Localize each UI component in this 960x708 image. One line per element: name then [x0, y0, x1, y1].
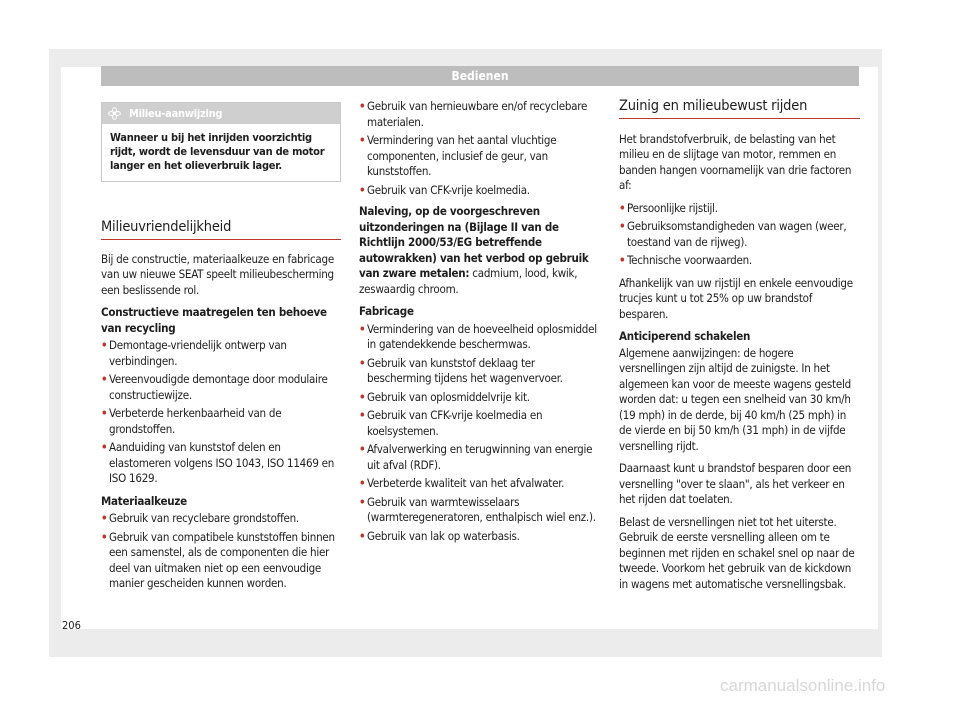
- list-item: • Gebruik van lak op waterbasis.: [359, 528, 520, 543]
- column-2: [359, 99, 599, 547]
- bullet-icon: •: [359, 99, 366, 113]
- section-title-zuinig-rijden: Zuinig en milieubewust rijden: [619, 99, 860, 119]
- note-title: Milieu-aanwijzing: [129, 106, 223, 120]
- list-item: • Gebruik van warmtewisselaars (warmteregeneratoren, enthalpisch wiel enz.).: [359, 494, 596, 524]
- note-text: Wanneer u bij het inrijden voorzichtig rijdt, wordt de levensduur van de motor langer en het olieverbruik lager.: [110, 131, 325, 172]
- bullet-icon: •: [101, 511, 108, 525]
- list-item: • Aanduiding van kunststof delen en elastomeren volgens ISO 1043, ISO 11469 en ISO 1629.: [101, 440, 335, 485]
- subheading-materiaalkeuze: Materiaalkeuze: [101, 493, 187, 508]
- list-item: • Gebruik van CFK-vrije koelmedia en koelsystemen.: [359, 408, 543, 438]
- bullet-icon: •: [359, 133, 366, 147]
- watermark: carmanualsonline.info: [720, 676, 886, 695]
- list-item: • Demontage-vriendelijk ontwerp van verbindingen.: [101, 338, 287, 368]
- list-item: • Vermindering van het aantal vluchtige componenten, inclusief de geur, van kunststoffen.: [359, 133, 557, 178]
- list-item: • Gebruik van kunststof deklaag ter bescherming tijdens het wagenvervoer.: [359, 355, 563, 385]
- section2-paragraph-2: Algemene aanwijzingen: de hogere versnellingen zijn altijd de zuinigste. In het algemeen kan voor de meeste wagens gesteld worden dat: u tegen een snelheid van 30 km/h (19 mph) in de derde, bij 40 km/h (25 mph) in de vierde en bij 50 km/h (31 mph) in de vijfde versnelling rijdt.: [619, 345, 851, 453]
- bullet-icon: •: [359, 494, 366, 509]
- column-3: [619, 99, 860, 599]
- list-item: • Verbeterde herkenbaarheid van de grondstoffen.: [101, 406, 282, 436]
- bullet-icon: •: [359, 476, 366, 490]
- bullet-icon: •: [619, 200, 626, 215]
- bullet-icon: •: [359, 182, 366, 197]
- list-item: • Gebruik van oplosmiddelvrije kit.: [359, 389, 530, 404]
- list-item: • Gebruik van compatibele kunststoffen binnen een samenstel, als de componenten die hier deel van uitmaken niet op een eenvoudige manier gescheiden kunnen worden.: [101, 529, 335, 590]
- list-item: • Persoonlijke rijstijl.: [619, 200, 718, 215]
- directive-paragraph: [359, 204, 599, 297]
- list-item: • Gebruik van hernieuwbare en/of recyclebare materialen.: [359, 99, 588, 129]
- bullet-icon: •: [359, 355, 366, 370]
- bullet-icon: •: [359, 321, 366, 336]
- section1-intro: Bij de constructie, materiaalkeuze en fabricage van uw nieuwe SEAT speelt milieubescherming een beslissende rol.: [101, 251, 334, 297]
- bullet-icon: •: [101, 529, 108, 544]
- directive-bold: Naleving, op de voorgeschreven uitzonderingen na (Bijlage II van de Richtlijn 2000/53/EG betreffende autowrakken) van het verbod op gebruik van zware metalen:: [359, 204, 589, 280]
- list-item: • Gebruik van CFK-vrije koelmedia.: [359, 182, 530, 197]
- bullet-icon: •: [101, 440, 108, 454]
- subheading-recycling: Constructieve maatregelen ten behoeve van recycling: [101, 305, 327, 335]
- list-item: • Vereenvoudigde demontage door modulaire constructiewijze.: [101, 372, 328, 402]
- list-item: • Vermindering van de hoeveelheid oplosmiddel in gatendekkende beschermwas.: [359, 321, 597, 351]
- bullet-icon: •: [101, 406, 108, 420]
- directive-rest: cadmium, lood, kwik, zeswaardig chroom.: [359, 266, 578, 296]
- list-item: • Technische voorwaarden.: [619, 253, 752, 267]
- bullet-icon: •: [359, 442, 366, 456]
- bullet-icon: •: [359, 408, 366, 422]
- list-item: • Gebruik van recyclebare grondstoffen.: [101, 511, 299, 525]
- environment-note: [101, 102, 341, 182]
- bullet-icon: •: [359, 528, 366, 543]
- section-title-milieuvriendelijkheid: Milieuvriendelijkheid: [101, 220, 341, 240]
- list-item: • Verbeterde kwaliteit van het afvalwater.: [359, 476, 565, 490]
- list-item: • Gebruiksomstandigheden van wagen (weer, toestand van de rijweg).: [619, 219, 847, 249]
- page-number: 206: [62, 619, 81, 632]
- flower-icon: [108, 107, 121, 120]
- note-header: [102, 103, 340, 124]
- bullet-icon: •: [101, 372, 108, 386]
- subheading-fabricage: Fabricage: [359, 304, 414, 318]
- bullet-icon: •: [619, 219, 626, 233]
- column-1: [101, 102, 341, 595]
- list-item: • Afvalverwerking en terugwinning van energie uit afval (RDF).: [359, 442, 593, 472]
- bullet-icon: •: [619, 253, 626, 267]
- bullet-icon: •: [101, 338, 108, 352]
- bullet-icon: •: [359, 389, 366, 404]
- section2-intro: Het brandstofverbruik, de belasting van het milieu en de slijtage van motor, remmen en banden hangen voornamelijk van drie factoren af:: [619, 131, 852, 192]
- subheading-anticiperend: Anticiperend schakelen: [619, 329, 751, 343]
- section2-paragraph-4: Belast de versnellingen niet tot het uiterste. Gebruik de eerste versnelling alleen om te beginnen met rijden en schakel snel op naar de tweede. Voorkom het gebruik van de kickdown in wagens met automatische versnellingsbak.: [619, 514, 855, 591]
- section2-paragraph-3: Daarnaast kunt u brandstof besparen door een versnelling "over te slaan", als het verkeer en het rijden dat toelaten.: [619, 461, 852, 506]
- section2-paragraph-1: Afhankelijk van uw rijstijl en enkele eenvoudige trucjes kunt u tot 25% op uw brandstof besparen.: [619, 275, 853, 321]
- chapter-header: Bedienen: [101, 66, 859, 86]
